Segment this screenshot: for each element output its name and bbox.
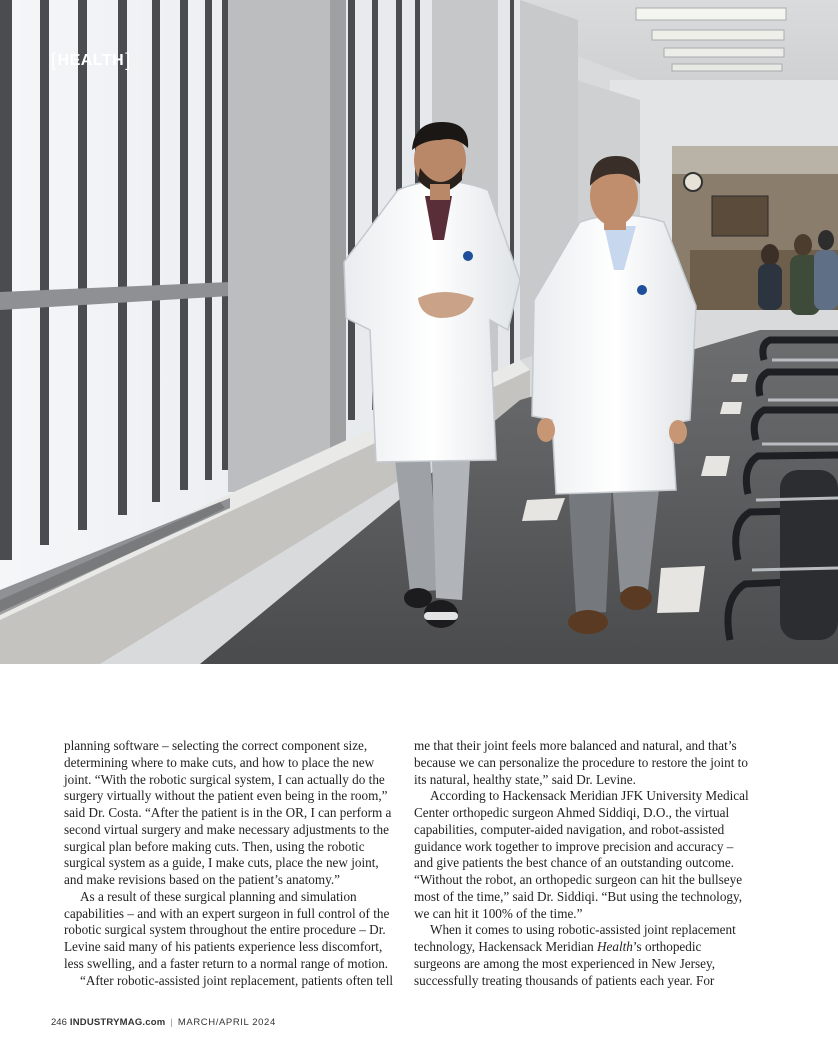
bracket-right: ] <box>125 50 131 70</box>
bracket-left: [ <box>51 50 57 70</box>
issue-date: MARCH/APRIL 2024 <box>177 1017 276 1028</box>
paragraph <box>414 922 750 989</box>
paragraph: “After robotic-assisted joint replacement, patients often tell <box>80 972 394 988</box>
italic-health: Health <box>596 939 633 954</box>
page-footer <box>51 1017 276 1028</box>
site-link[interactable]: INDUSTRYMAG.com <box>69 1017 166 1028</box>
article-body <box>64 738 750 989</box>
paragraph: planning software – selecting the correct component size, determining where to make cuts, and how to place the new joint. “With the robotic surgical system, I can actually do the surgery virtually without the patient even being in the room,” said Dr. Costa. “After the patient is in the OR, I can perform a second virtual surgery and make necessary adjustments to the surgical plan before making cuts. Then, using the robotic surgical system as a guide, I make cuts, place the new joint, and make revisions based on the patient’s anatomy.” <box>64 738 392 887</box>
article-column-right <box>414 738 750 989</box>
paragraph-text: When it comes to using robotic-assisted joint replacement technology, Hackensack Meridian <box>414 922 736 954</box>
paragraph: As a result of these surgical planning and simulation capabilities – and with an expert surgeon in full control of the robotic surgical system throughout the entire procedure – Dr. Levine said many of his patients experience less discomfort, less swelling, and a faster return to a normal range of motion. <box>64 888 390 971</box>
section-tag <box>51 50 131 71</box>
paragraph-text: ’s orthopedic surgeons are among the most experienced in New Jersey, successfully treating thousands of patients each year. For <box>414 939 716 988</box>
paragraph: According to Hackensack Meridian JFK University Medical Center orthopedic surgeon Ahmed Siddiqi, D.O., the virtual capabilities, computer-aided navigation, and robot-assisted guidance work together to improve precision and accuracy – and give patients the best chance of an outstanding outcome. “Without the robot, an orthopedic surgeon can hit the bullseye most of the time,” said Dr. Siddiqi. “But using the technology, we can hit it 100% of the time.” <box>414 788 749 921</box>
footer-separator: | <box>170 1017 173 1028</box>
paragraph: me that their joint feels more balanced and natural, and that’s because we can personalize the procedure to restore the joint to its natural, healthy state,” said Dr. Levine. <box>414 738 748 787</box>
section-label: HEALTH <box>57 51 125 69</box>
article-column-left <box>64 738 400 989</box>
page-number: 246 <box>51 1017 67 1028</box>
